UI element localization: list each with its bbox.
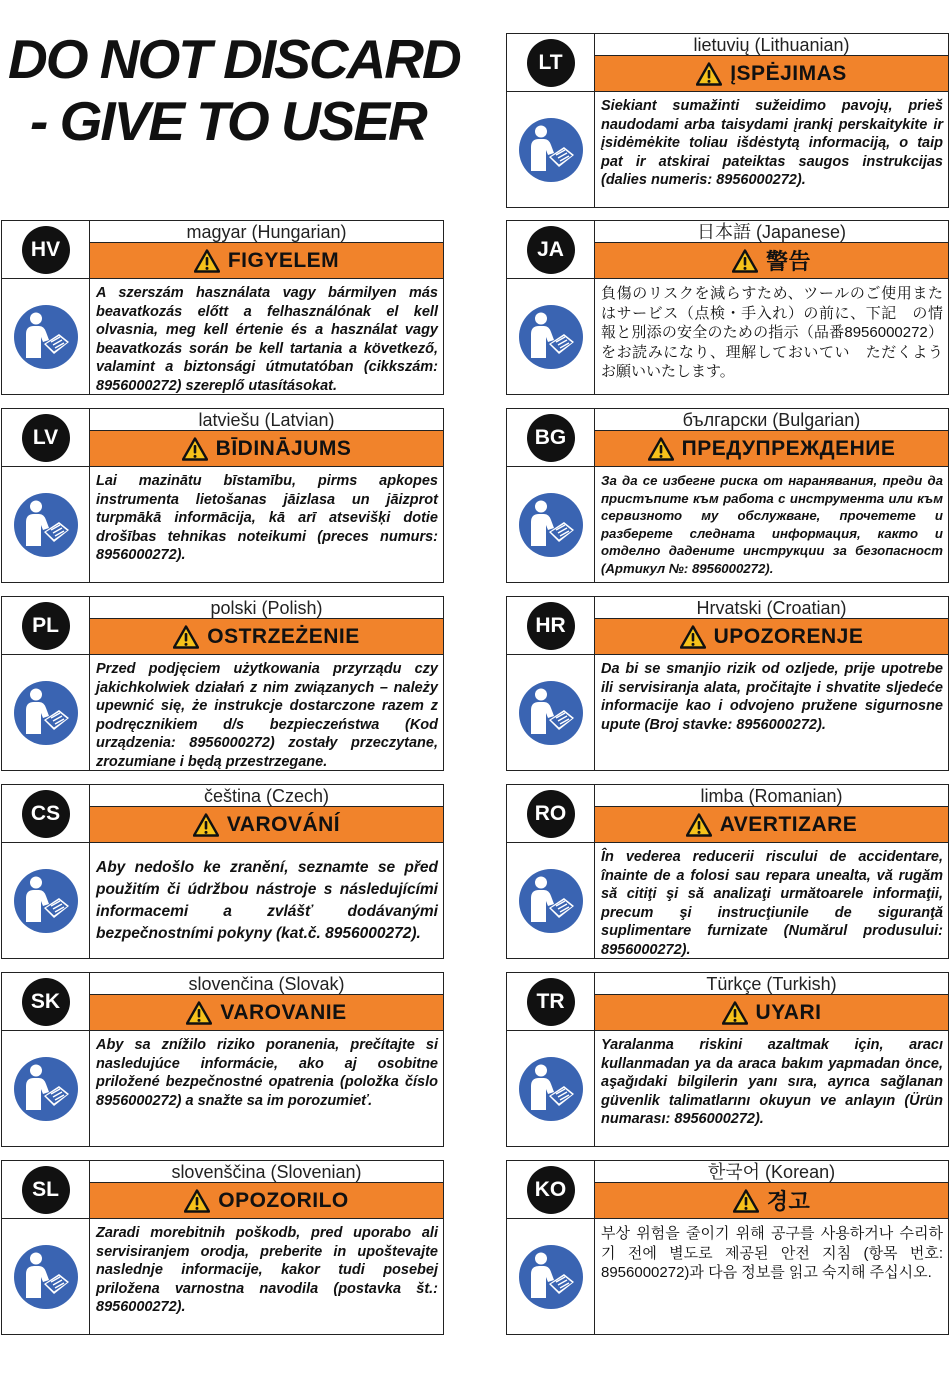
- warning-card-sk: [1, 972, 444, 1147]
- icon-cell: [507, 467, 595, 582]
- warning-triangle-icon: [686, 813, 712, 837]
- warning-card-ko: [506, 1160, 949, 1335]
- read-manual-icon: [13, 304, 79, 370]
- heading-line-2: - GIVE TO USER: [30, 90, 426, 152]
- instruction-text: 부상 위험을 줄이기 위해 공구를 사용하거나 수리하기 전에 별도로 제공된 안전 지침 (항목 번호: 8956000272)과 다음 정보를 읽고 숙지해 주십시오.: [601, 1225, 943, 1281]
- language-code-cell: [2, 221, 90, 279]
- signal-word-bar: [90, 807, 443, 843]
- language-name: Hrvatski (Croatian): [595, 597, 948, 619]
- icon-cell: [507, 279, 595, 394]
- warning-triangle-icon: [722, 1001, 748, 1025]
- icon-cell: [507, 1031, 595, 1146]
- warning-card-tr: [506, 972, 949, 1147]
- warning-triangle-icon: [173, 625, 199, 649]
- warning-triangle-icon: [680, 625, 706, 649]
- icon-cell: [2, 843, 90, 958]
- icon-cell: [507, 843, 595, 958]
- language-code-cell: [2, 409, 90, 467]
- instruction-text: În vederea reducerii riscului de accidentare, înainte de a folosi sau repara unealta, vă rugăm să citiţi şi să analizaţi următoarele informaţii, precum şi instrucţiunile de siguranţă suplimentare furnizate (Numărul produsului: 8956000272).: [601, 849, 943, 958]
- signal-word: BĪDINĀJUMS: [215, 436, 352, 460]
- icon-cell: [2, 467, 90, 582]
- signal-word-bar: [595, 1183, 948, 1219]
- instruction-text: Da bi se smanjio rizik od ozljede, prije upotrebe ili servisiranja alata, pročitajte i shvatite sljedeće informacije kao i odvojeno pružene sigurnosne upute (Broj stavke: 8956000272).: [601, 661, 943, 733]
- warning-triangle-icon: [186, 1001, 212, 1025]
- icon-cell: [2, 1219, 90, 1334]
- warning-card-ja: [506, 220, 949, 395]
- language-code-badge: RO: [527, 790, 575, 838]
- signal-word: ПРЕДУПРЕЖДЕНИЕ: [681, 436, 896, 460]
- signal-word-bar: [90, 431, 443, 467]
- read-manual-icon: [13, 868, 79, 934]
- read-manual-icon: [13, 680, 79, 746]
- language-code-cell: [507, 785, 595, 843]
- language-name: Türkçe (Turkish): [595, 973, 948, 995]
- signal-word-bar: [90, 1183, 443, 1219]
- language-name: 日本語 (Japanese): [595, 221, 948, 243]
- warning-card-hr: [506, 596, 949, 771]
- signal-word: OPOZORILO: [218, 1188, 349, 1212]
- language-code-cell: [507, 409, 595, 467]
- read-manual-icon: [518, 1244, 584, 1310]
- icon-cell: [2, 655, 90, 770]
- warning-card-bg: [506, 408, 949, 583]
- signal-word: VAROVANIE: [220, 1000, 347, 1024]
- warning-triangle-icon: [194, 249, 220, 273]
- language-code-badge: LT: [527, 39, 575, 87]
- warning-card-ro: [506, 784, 949, 959]
- language-name: български (Bulgarian): [595, 409, 948, 431]
- instruction-text: Siekiant sumažinti sužeidimo pavojų, prieš naudodami arba taisydami įrankį perskaitykite ir įsidėmėkite toliau išdėstytą informaciją, o taip pat ir atskirai pateiktas saugos instrukcijas (dalies numeris: 8956000272).: [601, 98, 943, 189]
- warning-card-lv: [1, 408, 444, 583]
- language-code-badge: HR: [527, 602, 575, 650]
- signal-word-bar: [595, 807, 948, 843]
- read-manual-icon: [13, 492, 79, 558]
- signal-word-bar: [90, 995, 443, 1031]
- icon-cell: [507, 92, 595, 207]
- signal-word: ĮSPĖJIMAS: [730, 61, 847, 85]
- read-manual-icon: [518, 680, 584, 746]
- signal-word: OSTRZEŻENIE: [207, 624, 360, 648]
- language-name: slovenčina (Slovak): [90, 973, 443, 995]
- signal-word-bar: [90, 243, 443, 279]
- language-name: slovenščina (Slovenian): [90, 1161, 443, 1183]
- signal-word: UYARI: [755, 1000, 822, 1024]
- language-name: 한국어 (Korean): [595, 1161, 948, 1183]
- signal-word-bar: [595, 619, 948, 655]
- read-manual-icon: [518, 492, 584, 558]
- language-code-cell: [2, 785, 90, 843]
- language-code-badge: CS: [22, 790, 70, 838]
- language-code-badge: KO: [527, 1166, 575, 1214]
- warning-triangle-icon: [182, 437, 208, 461]
- instruction-text: Aby nedošlo ke zranění, seznamte se před použitím či údržbou nástroje s následujícími informacemi a zvlášť dodávanými bezpečnostními pokyny (kat.č. 8956000272).: [96, 859, 438, 942]
- language-code-cell: [507, 1161, 595, 1219]
- signal-word: 警告: [765, 249, 811, 274]
- signal-word-bar: [595, 56, 948, 92]
- instruction-text: Lai mazinātu bīstamību, pirms apkopes instrumenta lietošanas jāizlasa un jāizprot turpmākā informācija, kā arī atsevišķi dotie drošības tehnikas noteikumi (preces numurs: 8956000272).: [96, 473, 438, 564]
- language-code-cell: [2, 1161, 90, 1219]
- signal-word: AVERTIZARE: [719, 812, 858, 836]
- instruction-text: A szerszám használata vagy bármilyen más beavatkozás előtt a felhasználónak el kell olvasnia, meg kell értenie és a használat vagy beavatkozás során be kell tartania a következő, valamint a biztonsági útmutatóban (cikkszám: 8956000272) szereplő utasításokat.: [96, 285, 438, 394]
- language-code-badge: JA: [527, 226, 575, 274]
- signal-word: VAROVÁNÍ: [226, 812, 341, 836]
- heading-line-1: DO NOT DISCARD: [8, 28, 460, 90]
- instruction-text: Aby sa znížilo riziko poranenia, prečítajte si nasledujúce informácie, ako aj osobitne priložené bezpečnostné opatrenia (položka číslo 8956000272) a snažte sa im porozumieť.: [96, 1037, 438, 1109]
- icon-cell: [2, 1031, 90, 1146]
- signal-word-bar: [595, 431, 948, 467]
- language-code-cell: [2, 597, 90, 655]
- language-code-badge: BG: [527, 414, 575, 462]
- language-code-badge: LV: [22, 414, 70, 462]
- icon-cell: [2, 279, 90, 394]
- warning-triangle-icon: [733, 1189, 759, 1213]
- language-code-badge: SK: [22, 978, 70, 1026]
- page-heading: [8, 28, 488, 152]
- warning-card-hv: [1, 220, 444, 395]
- language-code-cell: [507, 34, 595, 92]
- read-manual-icon: [518, 868, 584, 934]
- language-code-cell: [507, 973, 595, 1031]
- signal-word: 경고: [766, 1189, 811, 1214]
- language-name: čeština (Czech): [90, 785, 443, 807]
- language-name: lietuvių (Lithuanian): [595, 34, 948, 56]
- read-manual-icon: [13, 1244, 79, 1310]
- instruction-text: За да се избегне риска от наранявания, преди да пристъпите към работа с инструмента или към сервизното му обслужване, прочетете и разберете следната информация, както и отделно дадените инструкции за безопасност (Артикул №: 8956000272).: [601, 473, 943, 576]
- signal-word-bar: [595, 243, 948, 279]
- instruction-text: Yaralanma riskini azaltmak için, aracı kullanmadan ya da araca bakım yapmadan önce, aşağıdaki bilgilerin yanı sıra, ayrıca sağlanan güvenlik talimatlarını okuyun ve anlayın (Ürün numarası: 8956000272).: [601, 1037, 943, 1128]
- language-code-cell: [507, 597, 595, 655]
- language-name: polski (Polish): [90, 597, 443, 619]
- read-manual-icon: [13, 1056, 79, 1122]
- warning-triangle-icon: [732, 249, 758, 273]
- warning-triangle-icon: [648, 437, 674, 461]
- warning-triangle-icon: [193, 813, 219, 837]
- read-manual-icon: [518, 117, 584, 183]
- language-name: magyar (Hungarian): [90, 221, 443, 243]
- language-code-cell: [507, 221, 595, 279]
- icon-cell: [507, 1219, 595, 1334]
- icon-cell: [507, 655, 595, 770]
- language-name: latviešu (Latvian): [90, 409, 443, 431]
- signal-word-bar: [90, 619, 443, 655]
- signal-word: FIGYELEM: [227, 248, 340, 272]
- warning-card-sl: [1, 1160, 444, 1335]
- warning-card-pl: [1, 596, 444, 771]
- signal-word-bar: [595, 995, 948, 1031]
- instruction-text: Zaradi morebitnih poškodb, pred uporabo ali servisiranjem orodja, preberite in upoštevajte naslednje informacije, kakor tudi posebej priložena varnostna navodila (postavka št.: 8956000272).: [96, 1225, 438, 1316]
- instruction-text: 負傷のリスクを減らすため、ツールのご使用またはサービス（点検・手入れ）の前に、下記 の情報と別添の安全のための指示（品番8956000272）をお読みになり、理解しておいてい ただくようお願いいたします。: [601, 285, 943, 380]
- language-code-badge: SL: [22, 1166, 70, 1214]
- language-code-cell: [2, 973, 90, 1031]
- read-manual-icon: [518, 304, 584, 370]
- language-code-badge: HV: [22, 226, 70, 274]
- language-code-badge: TR: [527, 978, 575, 1026]
- warning-triangle-icon: [184, 1189, 210, 1213]
- signal-word: UPOZORENJE: [713, 624, 864, 648]
- language-code-badge: PL: [22, 602, 70, 650]
- warning-card-lt: [506, 33, 949, 208]
- read-manual-icon: [518, 1056, 584, 1122]
- warning-card-cs: [1, 784, 444, 959]
- warning-triangle-icon: [696, 62, 722, 86]
- language-name: limba (Romanian): [595, 785, 948, 807]
- instruction-text: Przed podjęciem użytkowania przyrządu czy jakichkolwiek działań z nim związanych – należy upewnić się, że instrukcje dostarczone razem z podręcznikiem d/s bezpieczeństwa (Kod urządzenia: 8956000272) zostały przeczytane, zrozumiane i będą przestrzegane.: [96, 661, 438, 770]
